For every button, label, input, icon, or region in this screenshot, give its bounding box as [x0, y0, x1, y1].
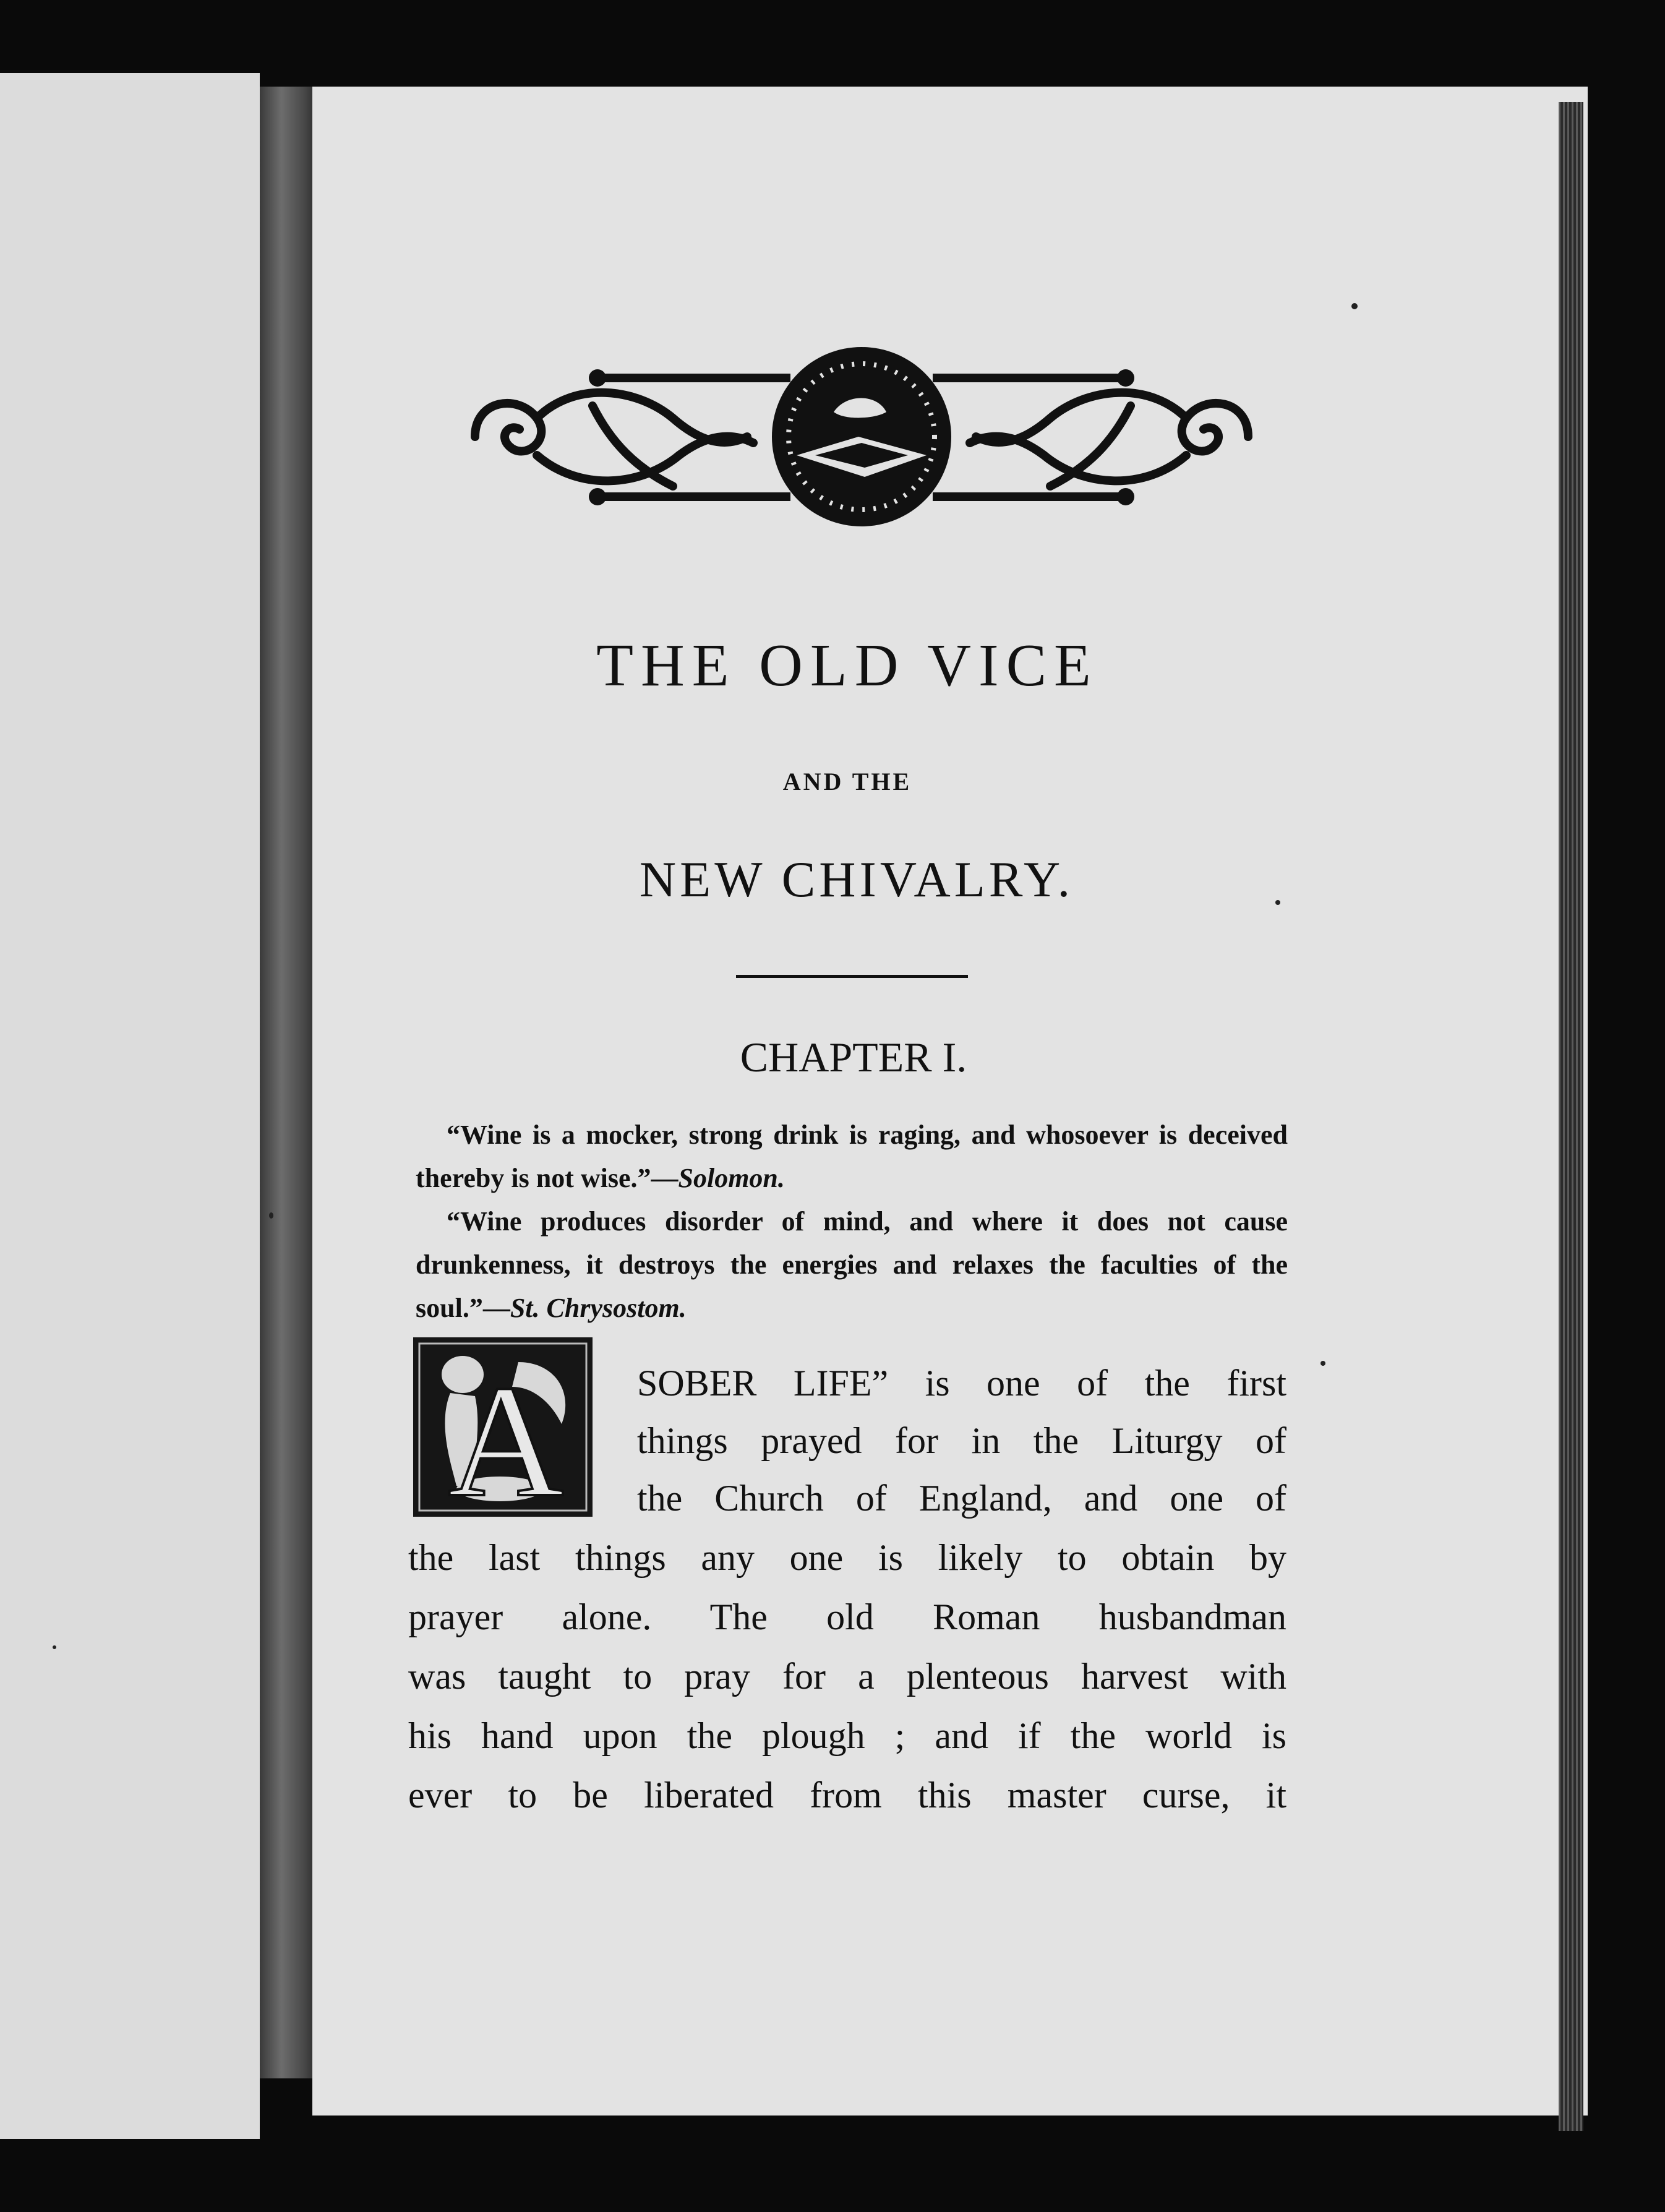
body-line: things prayed for in the Liturgy of: [637, 1420, 1286, 1461]
drop-cap-letter: A: [448, 1352, 564, 1517]
body-line: the Church of England, and one of: [637, 1478, 1286, 1519]
scan-speck: [1275, 900, 1280, 905]
page-edge: [1559, 102, 1583, 2131]
drop-cap-illustration: [413, 1337, 593, 1517]
left-page: [0, 73, 260, 2139]
epigraph-attribution: St. Chrysostom.: [510, 1293, 687, 1323]
epigraph-solomon: [416, 1113, 1288, 1200]
book-subtitle: NEW CHIVALRY.: [639, 851, 1074, 907]
body-first-lines: [637, 1355, 1286, 1527]
epigraph-text: “Wine produces disorder of mind, and where it does not cause drunkenness, it destroys the energies and relaxes the faculties of the soul.”—: [416, 1206, 1288, 1323]
body-line: ever to be liberated from this master curse, it: [408, 1775, 1286, 1815]
epigraph-attribution: Solomon.: [678, 1163, 785, 1193]
body-line: the last things any one is likely to obtain by: [408, 1537, 1286, 1578]
ornament-headpiece: [450, 344, 1273, 529]
chapter-heading: CHAPTER I.: [740, 1034, 967, 1081]
body-line: prayer alone. The old Roman husbandman: [408, 1597, 1286, 1637]
body-line: SOBER LIFE” is one of the first: [637, 1363, 1286, 1404]
body-paragraph: [408, 1528, 1286, 1825]
title-rule: [736, 975, 968, 978]
body-line: his hand upon the plough ; and if the world is: [408, 1715, 1286, 1756]
scan-speck: [53, 1645, 56, 1649]
scan-speck: [1320, 1361, 1325, 1366]
body-line: was taught to pray for a plenteous harvest with: [408, 1656, 1286, 1697]
scan-speck: [1351, 303, 1358, 309]
book-title: THE OLD VICE: [596, 632, 1098, 699]
epigraph-chrysostom: [416, 1200, 1288, 1330]
scan-speck: [269, 1212, 273, 1219]
epigraph-text: “Wine is a mocker, strong drink is raging, and whosoever is deceived thereby is not wise.”—: [416, 1120, 1288, 1193]
title-conjunction: AND THE: [782, 768, 912, 795]
